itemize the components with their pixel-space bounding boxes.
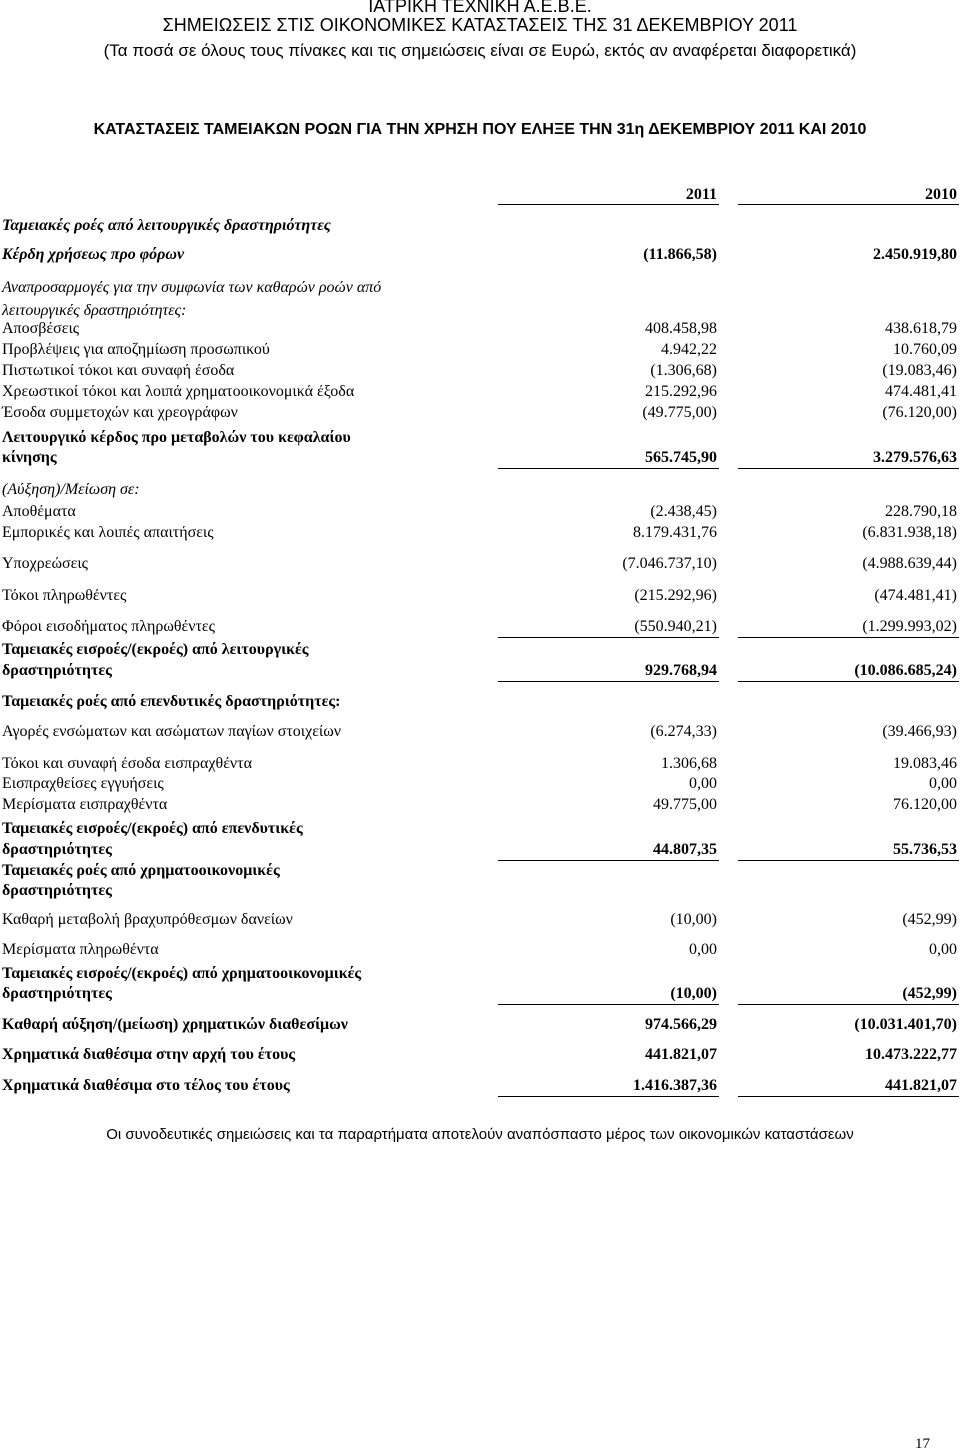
total-underline (738, 681, 959, 682)
column-header-underline (738, 204, 959, 205)
value-2010: 0,00 (929, 775, 957, 792)
total-underline (498, 637, 719, 638)
amounts-note: (Τα ποσά σε όλους τους πίνακες και τις σημειώσεις είναι σε Ευρώ, εκτός αν αναφέρεται διαφορετικά) (103, 41, 857, 60)
column-header-underline (498, 204, 719, 205)
notes-title: ΣΗΜΕΙΩΣΕΙΣ ΣΤΙΣ ΟΙΚΟΝΟΜΙΚΕΣ ΚΑΤΑΣΤΑΣΕΙΣ ΤΗΣ 31 ΔΕΚΕΜΒΡΙΟΥ 2011 (162, 15, 798, 35)
value-2010: (4.988.639,44) (862, 555, 957, 572)
value-2011: 929.768,94 (645, 662, 717, 679)
value-2010: (19.083,46) (882, 362, 957, 379)
value-2011: 44.807,35 (653, 841, 717, 858)
row-label: Έσοδα συμμετοχών και χρεογράφων (2, 404, 238, 421)
value-2011: (11.866,58) (643, 246, 717, 263)
value-2010: 10.473.222,77 (865, 1046, 957, 1063)
value-2011: 565.745,90 (645, 449, 717, 466)
value-2011: (7.046.737,10) (622, 555, 717, 572)
value-2010: (474.481,41) (874, 587, 957, 604)
value-2010: (10.086.685,24) (854, 662, 957, 679)
value-2010: 228.790,18 (885, 503, 957, 520)
value-2011: 4.942,22 (661, 341, 717, 358)
row-label: Καθαρή αύξηση/(μείωση) χρηματικών διαθεσίμων (2, 1016, 348, 1033)
value-2010: (76.120,00) (882, 404, 957, 421)
value-2011: 49.775,00 (653, 796, 717, 813)
value-2010: (452,99) (902, 985, 957, 1002)
value-2010: 0,00 (929, 941, 957, 958)
value-2010: (39.466,93) (882, 723, 957, 740)
value-2011: 8.179.431,76 (633, 524, 717, 541)
statement-title: ΚΑΤΑΣΤΑΣΕΙΣ ΤΑΜΕΙΑΚΩΝ ΡΟΩΝ ΓΙΑ ΤΗΝ ΧΡΗΣΗ ΠΟΥ ΕΛΗΞΕ ΤΗΝ 31η ΔΕΚΕΜΒΡΙΟΥ 2011 ΚΑΙ 2010 (93, 121, 867, 138)
row-label: Εμπορικές και λοιπές απαιτήσεις (2, 524, 214, 541)
value-2010: 55.736,53 (893, 841, 957, 858)
row-label: Πιστωτικοί τόκοι και συναφή έσοδα (2, 362, 235, 379)
total-underline (498, 468, 719, 469)
value-2011: 1.306,68 (661, 755, 717, 772)
total-underline (738, 1096, 959, 1097)
row-label: Ταμειακές ροές από χρηματοοικονομικές (2, 862, 280, 879)
company-name: ΙΑΤΡΙΚΗ ΤΕΧΝΙΚΗ Α.Ε.Β.Ε. (368, 0, 592, 16)
row-label: Ταμειακές εισροές/(εκροές) από επενδυτικές (2, 820, 303, 837)
row-label: Αγορές ενσώματων και ασώματων παγίων στοιχείων (2, 723, 341, 740)
value-2011: 1.416.387,36 (633, 1077, 717, 1094)
row-label: Αποσβέσεις (2, 320, 80, 337)
total-underline (738, 637, 959, 638)
column-header-2011: 2011 (685, 186, 717, 203)
value-2011: 0,00 (689, 775, 717, 792)
value-2010: 438.618,79 (885, 320, 957, 337)
row-label: δραστηριότητες (2, 882, 112, 899)
value-2011: (215.292,96) (634, 587, 717, 604)
row-label: Αναπροσαρμογές για την συμφωνία των καθαρών ροών από (2, 279, 382, 296)
total-underline (498, 860, 719, 861)
value-2011: 408.458,98 (645, 320, 717, 337)
row-label: Κέρδη χρήσεως προ φόρων (2, 246, 185, 263)
row-label: Ταμειακές ροές από λειτουργικές δραστηριότητες (2, 217, 331, 234)
value-2010: 441.821,07 (885, 1077, 957, 1094)
footnote: Οι συνοδευτικές σημειώσεις και τα παραρτήματα αποτελούν αναπόσπαστο μέρος των οικονομικών καταστάσεων (106, 1126, 854, 1143)
row-label: Μερίσματα εισπραχθέντα (2, 796, 168, 813)
value-2011: (1.306,68) (650, 362, 717, 379)
row-label: Μερίσματα πληρωθέντα (2, 941, 159, 958)
page-number: 17 (915, 1436, 930, 1452)
row-label: δραστηριότητες (2, 841, 112, 858)
row-label: κίνησης (2, 449, 57, 466)
value-2011: 974.566,29 (645, 1016, 717, 1033)
row-label: Ταμειακές ροές από επενδυτικές δραστηριότητες: (2, 693, 341, 710)
value-2010: 19.083,46 (893, 755, 957, 772)
row-label: Φόροι εισοδήματος πληρωθέντες (2, 618, 215, 635)
total-underline (738, 860, 959, 861)
row-label: λειτουργικές δραστηριότητες: (2, 302, 187, 319)
row-label: Αποθέματα (2, 503, 76, 520)
value-2011: 441.821,07 (645, 1046, 717, 1063)
value-2011: (10,00) (670, 985, 717, 1002)
value-2010: (452,99) (902, 911, 957, 928)
value-2011: (10,00) (670, 911, 717, 928)
row-label: Χρηματικά διαθέσιμα στην αρχή του έτους (2, 1046, 296, 1063)
row-label: Καθαρή μεταβολή βραχυπρόθεσμων δανείων (2, 911, 293, 928)
row-label: δραστηριότητες (2, 985, 112, 1002)
total-underline (738, 468, 959, 469)
row-label: Ταμειακές εισροές/(εκροές) από λειτουργικές (2, 641, 309, 658)
row-label: Ταμειακές εισροές/(εκροές) από χρηματοοικονομικές (2, 965, 362, 982)
value-2011: (49.775,00) (642, 404, 717, 421)
value-2010: (10.031.401,70) (854, 1016, 957, 1033)
total-underline (498, 1004, 719, 1005)
value-2010: 76.120,00 (893, 796, 957, 813)
row-label: Λειτουργικό κέρδος προ μεταβολών του κεφαλαίου (2, 429, 351, 446)
row-label: Τόκοι πληρωθέντες (2, 587, 127, 604)
value-2011: 0,00 (689, 941, 717, 958)
total-underline (498, 681, 719, 682)
row-label: Υποχρεώσεις (2, 555, 88, 572)
value-2011: 215.292,96 (645, 383, 717, 400)
value-2010: (6.831.938,18) (862, 524, 957, 541)
column-header-2010: 2010 (925, 186, 957, 203)
row-label: Προβλέψεις για αποζημίωση προσωπικού (2, 341, 270, 358)
row-label: Χρεωστικοί τόκοι και λοιπά χρηματοοικονομικά έξοδα (2, 383, 355, 400)
value-2010: 474.481,41 (885, 383, 957, 400)
value-2010: 2.450.919,80 (873, 246, 957, 263)
row-label: Εισπραχθείσες εγγυήσεις (2, 775, 164, 792)
value-2010: (1.299.993,02) (862, 618, 957, 635)
value-2010: 10.760,09 (893, 341, 957, 358)
row-label: Τόκοι και συναφή έσοδα εισπραχθέντα (2, 755, 252, 772)
value-2011: (6.274,33) (650, 723, 717, 740)
value-2011: (550.940,21) (634, 618, 717, 635)
row-label: δραστηριότητες (2, 662, 112, 679)
total-underline (498, 1096, 719, 1097)
row-label: (Αύξηση)/Μείωση σε: (2, 481, 140, 498)
total-underline (738, 1004, 959, 1005)
value-2011: (2.438,45) (650, 503, 717, 520)
value-2010: 3.279.576,63 (873, 449, 957, 466)
row-label: Χρηματικά διαθέσιμα στο τέλος του έτους (2, 1077, 290, 1094)
